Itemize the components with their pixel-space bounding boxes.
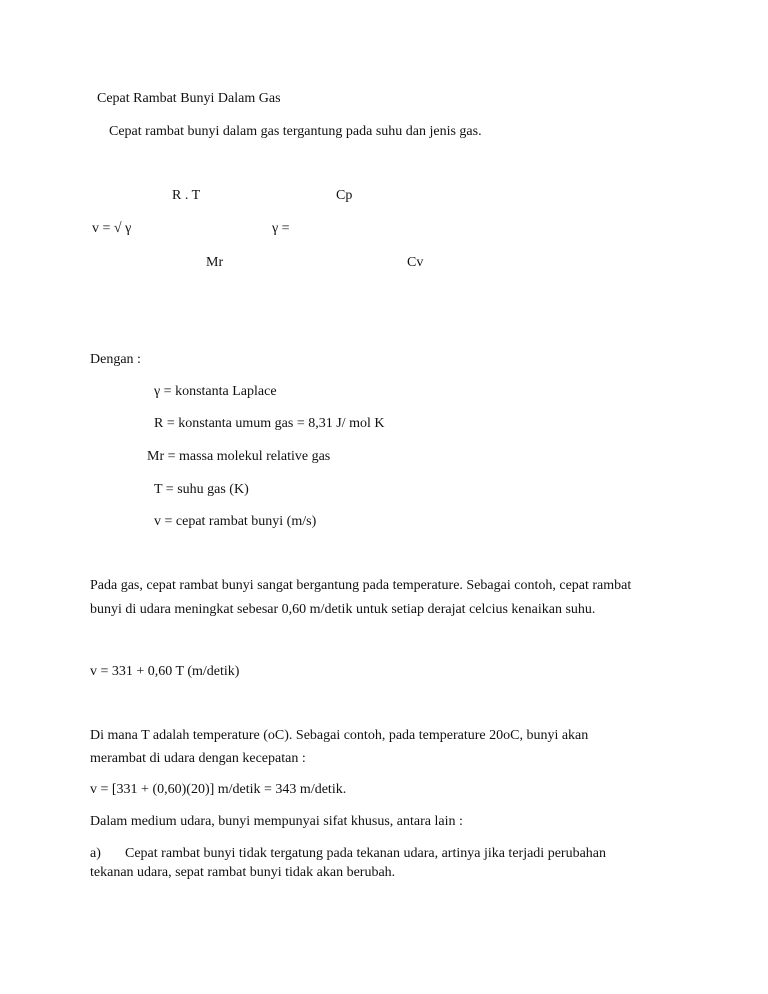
definition-r: R = konstanta umum gas = 8,31 J/ mol K [154, 416, 385, 431]
equation-example-result: v = [331 + (0,60)(20)] m/detik = 343 m/detik. [90, 782, 347, 797]
formula-mr-denominator: Mr [206, 255, 224, 270]
formula-cp-numerator: Cp [336, 188, 353, 203]
paragraph-example-line-1: Di mana T adalah temperature (oC). Sebagai contoh, pada temperature 20oC, bunyi akan [90, 728, 589, 743]
definition-t: T = suhu gas (K) [154, 482, 249, 497]
intro-paragraph: Cepat rambat bunyi dalam gas tergantung pada suhu dan jenis gas. [109, 124, 482, 139]
formula-velocity-sqrt: v = √ γ [92, 221, 132, 236]
definition-mr: Mr = massa molekul relative gas [147, 449, 331, 464]
paragraph-example-line-2: merambat di udara dengan kecepatan : [90, 751, 306, 766]
formula-gamma-equals: γ = [272, 221, 290, 236]
paragraph-temperature-line-2: bunyi di udara meningkat sebesar 0,60 m/detik untuk setiap derajat celcius kenaikan suhu. [90, 602, 596, 617]
paragraph-air-properties: Dalam medium udara, bunyi mempunyai sifat khusus, antara lain : [90, 814, 463, 829]
definition-gamma: γ = konstanta Laplace [154, 384, 277, 399]
definition-v: v = cepat rambat bunyi (m/s) [154, 514, 317, 529]
dengan-label: Dengan : [90, 352, 141, 367]
list-item-a-line-1: Cepat rambat bunyi tidak tergatung pada tekanan udara, artinya jika terjadi perubahan [125, 846, 606, 861]
paragraph-temperature-line-1: Pada gas, cepat rambat bunyi sangat bergantung pada temperature. Sebagai contoh, cepat rambat [90, 578, 632, 593]
section-title: Cepat Rambat Bunyi Dalam Gas [97, 91, 281, 106]
equation-speed-temperature: v = 331 + 0,60 T (m/detik) [90, 664, 240, 679]
list-item-a-marker: a) [90, 846, 101, 861]
list-item-a-line-2: tekanan udara, sepat rambat bunyi tidak akan berubah. [90, 865, 396, 880]
formula-cv-denominator: Cv [407, 255, 424, 270]
formula-rt-numerator: R . T [172, 188, 201, 203]
